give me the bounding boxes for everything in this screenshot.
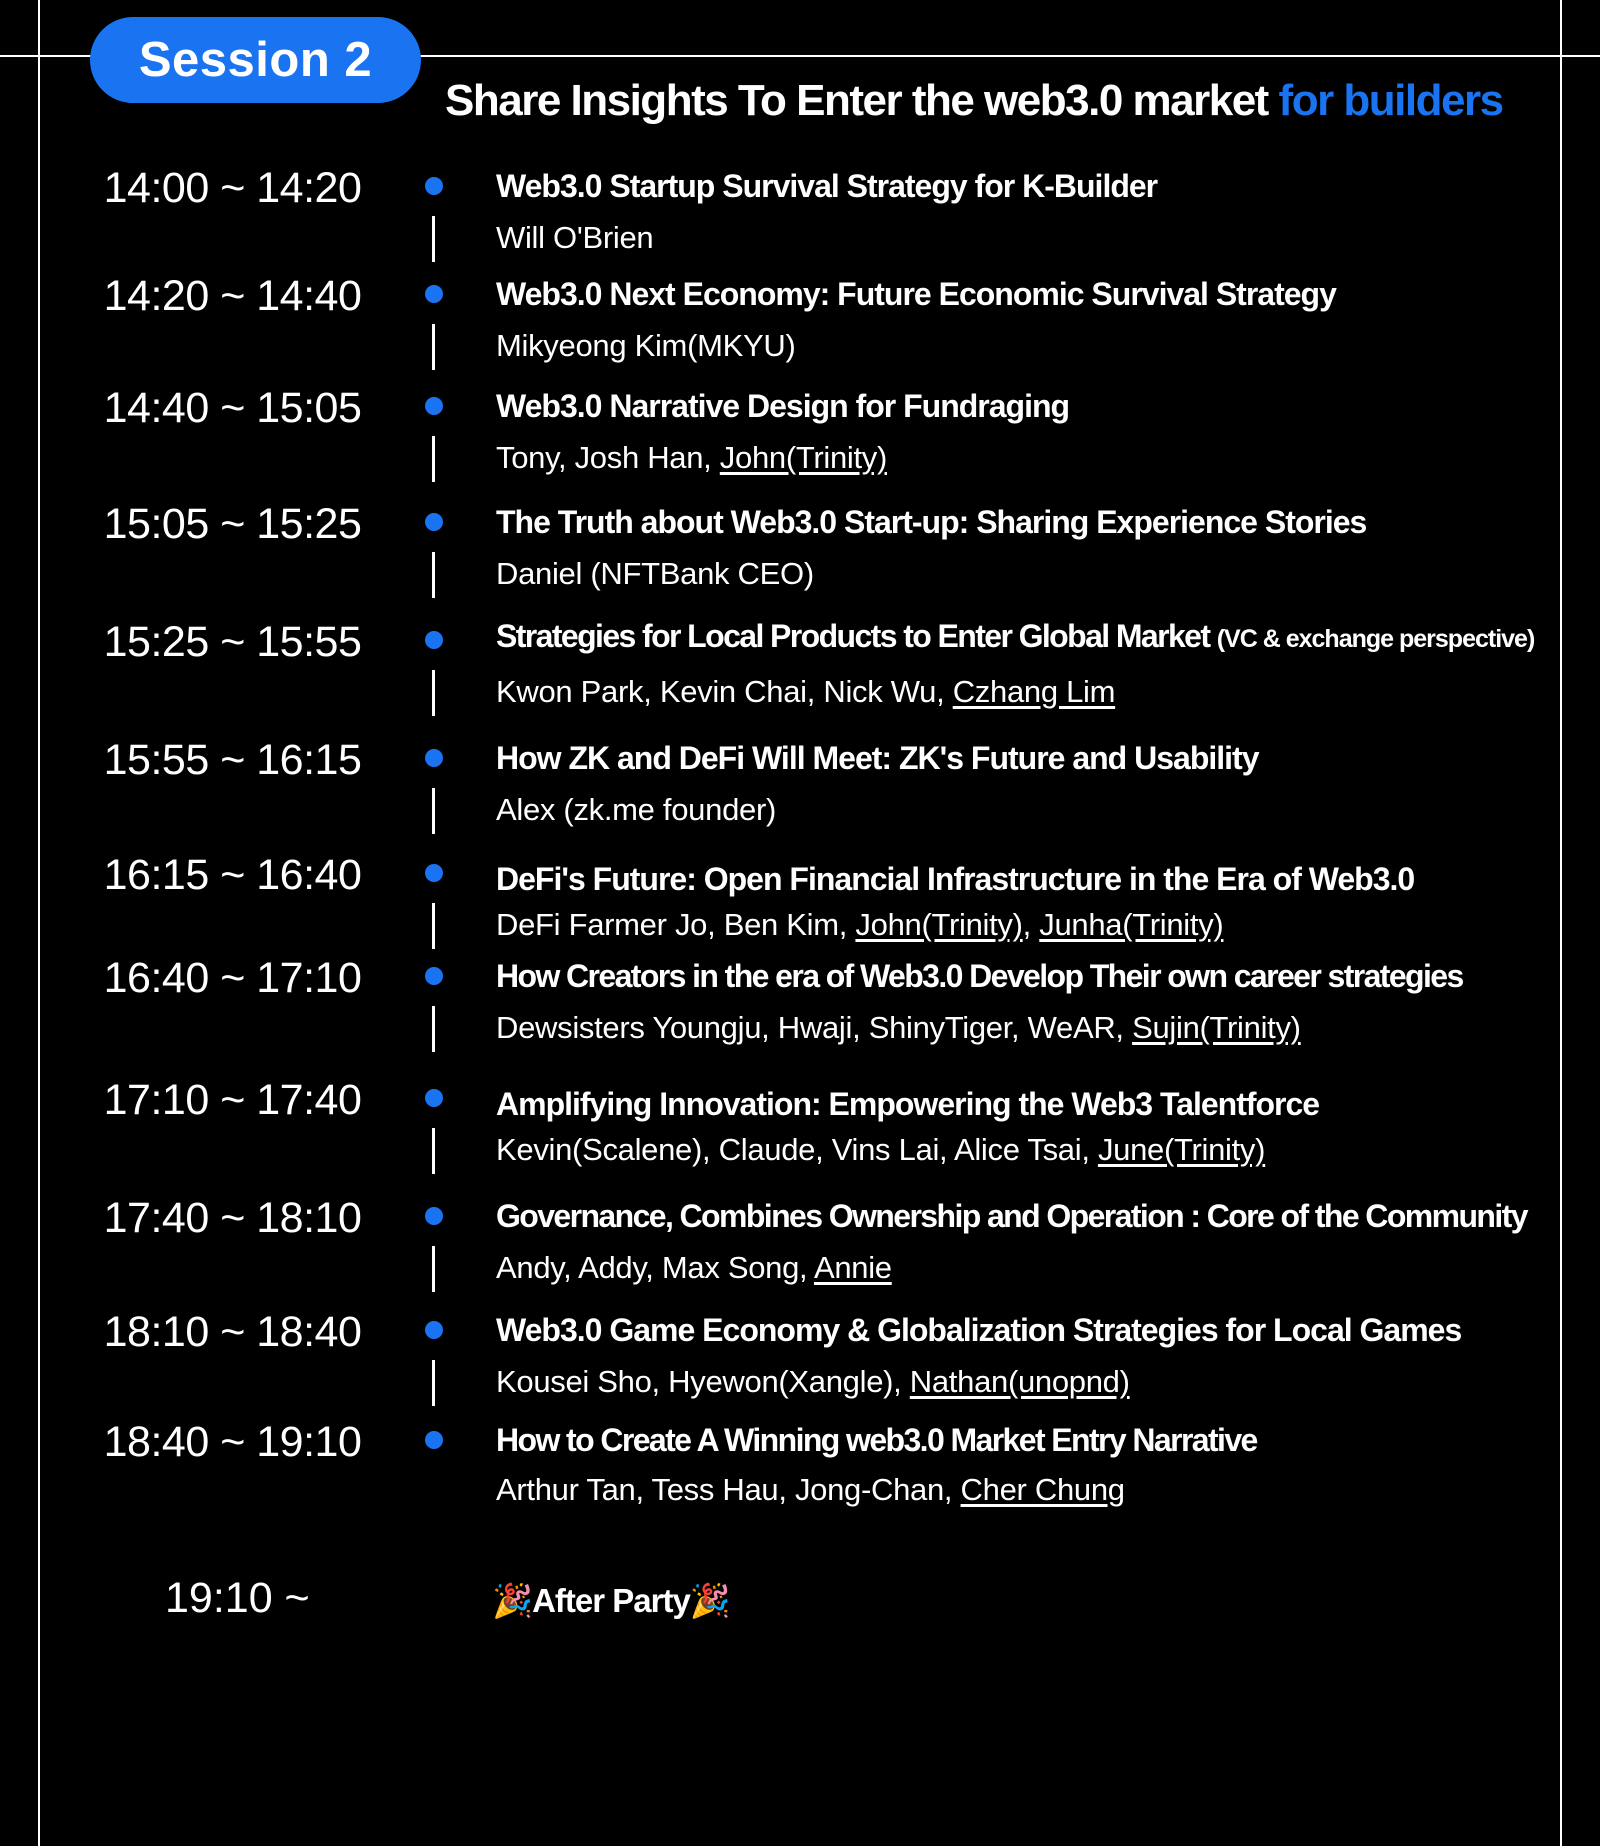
session-time: 18:40 ~ 19:10 — [103, 1418, 362, 1466]
left-frame-line — [38, 0, 40, 1846]
speaker-link[interactable]: Cher Chung — [960, 1472, 1125, 1507]
speaker-names: Tony, Josh Han, — [496, 440, 720, 475]
speaker-names: Kwon Park, Kevin Chai, Nick Wu, — [496, 674, 953, 709]
timeline-connector — [432, 216, 435, 262]
talk-title-text: How Creators in the era of Web3.0 Develop Their own career strategies — [496, 958, 1463, 994]
top-frame-line-right — [420, 55, 1600, 57]
speaker-names: Alex (zk.me founder) — [496, 792, 776, 827]
talk-title-text: How ZK and DeFi Will Meet: ZK's Future and Usability — [496, 740, 1259, 776]
after-party-title — [492, 1582, 730, 1621]
subtitle-main: Share Insights To Enter the web3.0 market — [445, 76, 1279, 125]
talk-title-text: Amplifying Innovation: Empowering the Web3 Talentforce — [496, 1086, 1320, 1122]
speaker-names: Dewsisters Youngju, Hwaji, ShinyTiger, WeAR, — [496, 1010, 1133, 1045]
talk-title-text: Web3.0 Narrative Design for Fundraging — [496, 388, 1070, 424]
speaker-names: Arthur Tan, Tess Hau, Jong-Chan, — [496, 1472, 961, 1507]
timeline-connector — [432, 436, 435, 482]
speaker-names: Kevin(Scalene), Claude, Vins Lai, Alice Tsai, — [496, 1132, 1098, 1167]
timeline-connector — [432, 903, 435, 949]
speaker-list — [496, 1132, 1265, 1168]
timeline-dot — [425, 285, 443, 303]
timeline-dot — [425, 631, 443, 649]
speaker-link[interactable]: Nathan(unopnd) — [909, 1364, 1130, 1399]
speaker-names: Daniel (NFTBank CEO) — [496, 556, 814, 591]
speaker-names: Will O'Brien — [496, 220, 654, 255]
talk-title — [496, 618, 1534, 655]
speaker-link[interactable]: Czhang Lim — [952, 674, 1116, 709]
session-time: 17:40 ~ 18:10 — [103, 1194, 362, 1242]
speaker-names: DeFi Farmer Jo, Ben Kim, — [496, 907, 856, 942]
talk-title — [496, 388, 1069, 425]
party-popper-icon: 🎉 — [689, 1582, 730, 1619]
speaker-link[interactable]: John(Trinity) — [855, 907, 1023, 942]
session-time: 16:40 ~ 17:10 — [103, 954, 362, 1002]
speaker-link[interactable]: Sujin(Trinity) — [1132, 1010, 1301, 1045]
talk-title-text: How to Create A Winning web3.0 Market Entry Narrative — [496, 1422, 1257, 1458]
timeline-connector — [432, 552, 435, 598]
speaker-list — [496, 556, 814, 592]
timeline-connector — [432, 324, 435, 370]
speaker-link[interactable]: John(Trinity) — [719, 440, 888, 475]
top-frame-line-left — [0, 55, 92, 57]
timeline-dot — [425, 967, 443, 985]
talk-title — [496, 168, 1157, 205]
talk-title-text: The Truth about Web3.0 Start-up: Sharing Experience Stories — [496, 504, 1367, 540]
after-party-label: After Party — [532, 1582, 690, 1619]
timeline-connector — [432, 1360, 435, 1406]
session-time: 14:00 ~ 14:20 — [103, 164, 362, 212]
session-time: 15:55 ~ 16:15 — [103, 736, 362, 784]
talk-title — [496, 958, 1463, 995]
talk-title — [496, 1422, 1257, 1459]
talk-title-text: Strategies for Local Products to Enter Global Market — [496, 618, 1210, 654]
speaker-list — [496, 220, 653, 256]
after-party-time: 19:10 ~ — [165, 1574, 310, 1622]
session-time: 14:40 ~ 15:05 — [103, 384, 362, 432]
speaker-list — [496, 1250, 892, 1286]
party-popper-icon: 🎉 — [492, 1582, 533, 1619]
talk-title — [496, 276, 1336, 313]
talk-title — [496, 740, 1258, 777]
timeline-dot — [425, 1431, 443, 1449]
timeline-dot — [425, 864, 443, 882]
session-badge: Session 2 — [90, 17, 421, 103]
talk-title — [496, 1198, 1527, 1235]
speaker-list — [496, 1364, 1130, 1400]
talk-title-text: Governance, Combines Ownership and Operation : Core of the Community — [496, 1198, 1527, 1234]
talk-title — [496, 1086, 1319, 1123]
session-time: 16:15 ~ 16:40 — [103, 851, 362, 899]
speaker-names: Andy, Addy, Max Song, — [496, 1250, 814, 1285]
speaker-link[interactable]: June(Trinity) — [1097, 1132, 1266, 1167]
session-time: 17:10 ~ 17:40 — [103, 1076, 362, 1124]
talk-title-text: DeFi's Future: Open Financial Infrastructure in the Era of Web3.0 — [496, 861, 1415, 897]
talk-title-text: Web3.0 Startup Survival Strategy for K-Builder — [496, 168, 1158, 204]
timeline-dot — [425, 1207, 443, 1225]
session-time: 14:20 ~ 14:40 — [103, 272, 362, 320]
timeline-dot — [425, 397, 443, 415]
talk-title — [496, 504, 1366, 541]
speaker-names: Kousei Sho, Hyewon(Xangle), — [496, 1364, 910, 1399]
session-time: 15:25 ~ 15:55 — [103, 618, 362, 666]
talk-title — [496, 861, 1414, 898]
speaker-names: Mikyeong Kim(MKYU) — [496, 328, 796, 363]
session-time: 15:05 ~ 15:25 — [103, 500, 362, 548]
timeline-connector — [432, 1128, 435, 1174]
timeline-connector — [432, 1006, 435, 1052]
session-subtitle — [445, 76, 1575, 126]
subtitle-accent: for builders — [1278, 76, 1503, 125]
timeline-dot — [425, 513, 443, 531]
speaker-list: DeFi Farmer Jo, Ben Kim, John(Trinity), Junha(Trinity) — [496, 907, 1224, 942]
timeline-dot — [425, 177, 443, 195]
session-time: 18:10 ~ 18:40 — [103, 1308, 362, 1356]
speaker-list — [496, 328, 795, 364]
timeline-dot — [425, 1321, 443, 1339]
talk-title-note: (VC & exchange perspective) — [1216, 625, 1535, 653]
timeline-connector — [432, 670, 435, 716]
talk-title-text: Web3.0 Next Economy: Future Economic Survival Strategy — [496, 276, 1336, 312]
speaker-list — [496, 792, 776, 828]
speaker-link[interactable]: Junha(Trinity) — [1039, 907, 1224, 942]
speaker-list — [496, 440, 887, 476]
timeline-connector — [432, 1246, 435, 1292]
speaker-list — [496, 1472, 1125, 1508]
talk-title — [496, 1312, 1461, 1349]
timeline-connector — [432, 788, 435, 834]
speaker-list — [496, 674, 1115, 710]
timeline-dot — [425, 749, 443, 767]
timeline-dot — [425, 1089, 443, 1107]
talk-title-text: Web3.0 Game Economy & Globalization Strategies for Local Games — [496, 1312, 1462, 1348]
right-frame-line — [1560, 0, 1562, 1846]
speaker-list — [496, 1010, 1301, 1046]
speaker-link[interactable]: Annie — [813, 1250, 892, 1285]
